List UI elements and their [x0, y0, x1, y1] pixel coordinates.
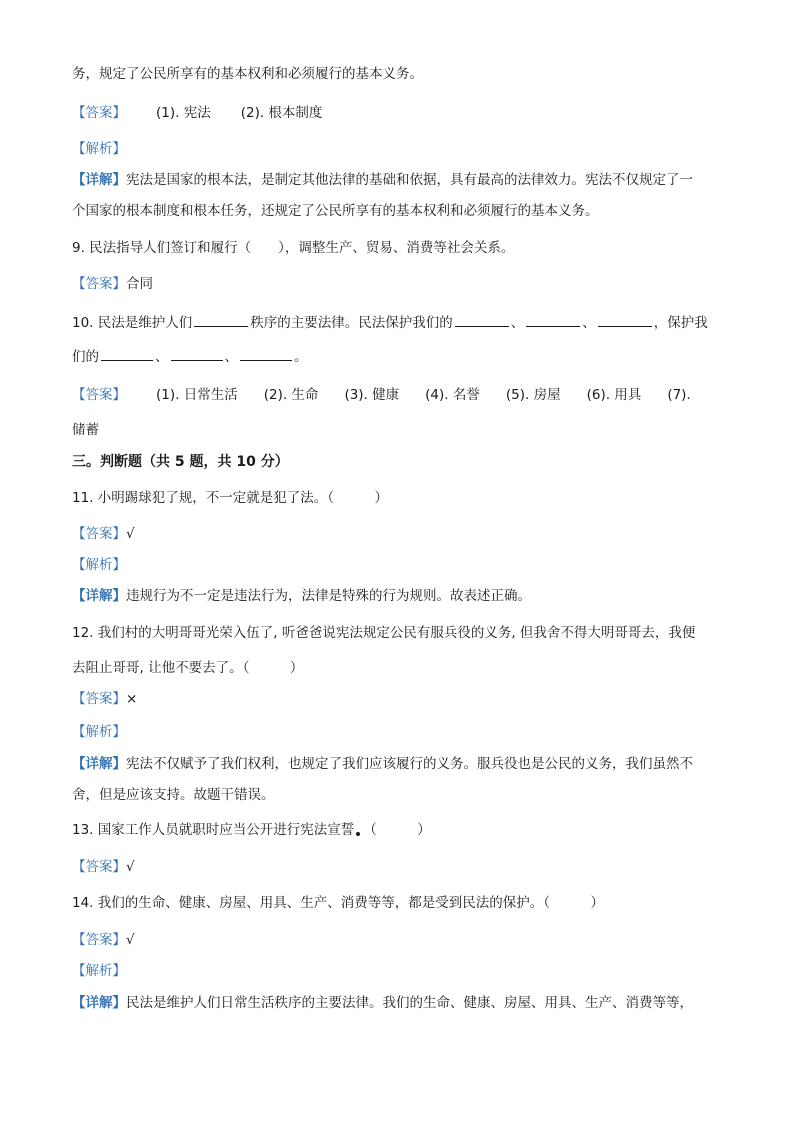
- analysis-tag-line: [72, 961, 126, 981]
- question-13: [72, 820, 431, 840]
- separator: 、: [582, 315, 596, 331]
- analysis-tag: 【解析】: [72, 963, 126, 979]
- detail-text: 违规行为不一定是违法行为，法律是特殊的行为规则。故表述正确。: [126, 588, 531, 604]
- question-10-cont: [72, 346, 308, 367]
- question-12-cont: [72, 658, 303, 678]
- answer-tag: 【答案】: [72, 387, 126, 403]
- fill-blank: [101, 346, 153, 361]
- detail-line: [72, 170, 693, 190]
- answer-mark: ×: [126, 691, 138, 707]
- answer-item: (3). 健康: [344, 387, 400, 403]
- text-line: [72, 201, 599, 221]
- analysis-tag: 【解析】: [72, 557, 126, 573]
- question-text: 12. 我们村的大明哥哥光荣入伍了, 听爸爸说宪法规定公民有服兵役的义务, 但我舍不得大明哥哥去，我便: [72, 625, 696, 641]
- separator: 、: [155, 349, 169, 365]
- detail-text: 宪法是国家的根本法，是制定其他法律的基础和依据，具有最高的法律效力。宪法不仅规定了一: [126, 172, 693, 188]
- detail-tag: 【详解】: [72, 756, 126, 772]
- answer-line: [72, 930, 135, 950]
- detail-line: [72, 993, 693, 1013]
- question-text: （ ）: [363, 822, 431, 838]
- analysis-tag: 【解析】: [72, 141, 126, 157]
- answer-tag: 【答案】: [72, 526, 126, 542]
- detail-tag: 【详解】: [72, 995, 126, 1011]
- detail-line: [72, 586, 531, 606]
- answer-tag: 【答案】: [72, 105, 126, 121]
- answer-item: (2). 生命: [263, 387, 319, 403]
- answer-item: 合同: [126, 276, 153, 292]
- analysis-tag-line: [72, 139, 126, 159]
- fill-blank: [526, 312, 580, 327]
- section-heading: [72, 452, 289, 472]
- emphasis-dot: [356, 832, 360, 836]
- text-line: [72, 64, 423, 84]
- section-title: 三。判断题（共 5 题，共 10 分）: [72, 454, 289, 470]
- paragraph-text: 舍，但是应该支持。故题干错误。: [72, 787, 275, 803]
- separator: 、: [510, 315, 525, 331]
- separator: 。: [294, 349, 308, 365]
- question-text: 们的: [72, 349, 99, 365]
- paragraph-text: 务，规定了公民所享有的基本权利和必须履行的基本义务。: [72, 66, 423, 82]
- answer-tag: 【答案】: [72, 932, 126, 948]
- fill-blank: [455, 312, 509, 327]
- text-line: [72, 420, 99, 440]
- analysis-tag-line: [72, 722, 126, 742]
- answer-line: [72, 385, 691, 405]
- answer-item: (2). 根本制度: [240, 105, 323, 121]
- answer-tag: 【答案】: [72, 691, 126, 707]
- paragraph-text: 个国家的根本制度和根本任务，还规定了公民所享有的基本权利和必须履行的基本义务。: [72, 203, 599, 219]
- analysis-tag: 【解析】: [72, 724, 126, 740]
- answer-line: [72, 524, 135, 544]
- fill-blank: [240, 346, 292, 361]
- answer-item: (7).: [667, 387, 691, 403]
- answer-tag: 【答案】: [72, 276, 126, 292]
- answer-item: (1). 宪法: [156, 105, 211, 121]
- analysis-tag-line: [72, 555, 126, 575]
- detail-tag: 【详解】: [72, 172, 126, 188]
- fill-blank: [171, 346, 223, 361]
- question-text: 14. 我们的生命、健康、房屋、用具、生产、消费等等，都是受到民法的保护。（ ）: [72, 895, 605, 911]
- question-14: [72, 893, 604, 913]
- answer-item: (6). 用具: [586, 387, 642, 403]
- question-text: 去阻止哥哥, 让他不要去了。（ ）: [72, 660, 304, 676]
- fill-blank: [598, 312, 652, 327]
- detail-line: [72, 754, 693, 774]
- detail-text: 民法是维护人们日常生活秩序的主要法律。我们的生命、健康、房屋、用具、生产、消费等等，: [126, 995, 693, 1011]
- answer-item: (1). 日常生活: [156, 387, 238, 403]
- separator: 、: [224, 349, 238, 365]
- question-text: 11. 小明踢球犯了规，不一定就是犯了法。（ ）: [72, 490, 389, 506]
- answer-item: (5). 房屋: [505, 387, 561, 403]
- answer-mark: √: [126, 859, 135, 875]
- question-9: [72, 238, 514, 258]
- answer-mark: √: [126, 932, 135, 948]
- answer-line: [72, 689, 137, 709]
- answer-mark: √: [126, 526, 135, 542]
- question-text: 秩序的主要法律。民法保护我们的: [250, 315, 453, 331]
- question-12: [72, 623, 695, 643]
- answer-tag: 【答案】: [72, 859, 126, 875]
- question-10: [72, 312, 708, 333]
- fill-blank: [194, 312, 248, 327]
- text-line: [72, 785, 275, 805]
- answer-line: [72, 857, 135, 877]
- question-text: 10. 民法是维护人们: [72, 315, 193, 331]
- detail-tag: 【详解】: [72, 588, 126, 604]
- answer-line: [72, 103, 322, 123]
- answer-item: 储蓄: [72, 422, 99, 438]
- question-text: 13. 国家工作人员就职时应当公开进行宪法宣誓: [72, 822, 355, 838]
- answer-line: [72, 274, 153, 294]
- question-11: [72, 488, 388, 508]
- detail-text: 宪法不仅赋予了我们权利，也规定了我们应该履行的义务。服兵役也是公民的义务，我们虽然不: [126, 756, 693, 772]
- question-text: 9. 民法指导人们签订和履行（ ），调整生产、贸易、消费等社会关系。: [72, 240, 515, 256]
- answer-item: (4). 名誉: [425, 387, 480, 403]
- question-text: ，保护我: [653, 315, 708, 331]
